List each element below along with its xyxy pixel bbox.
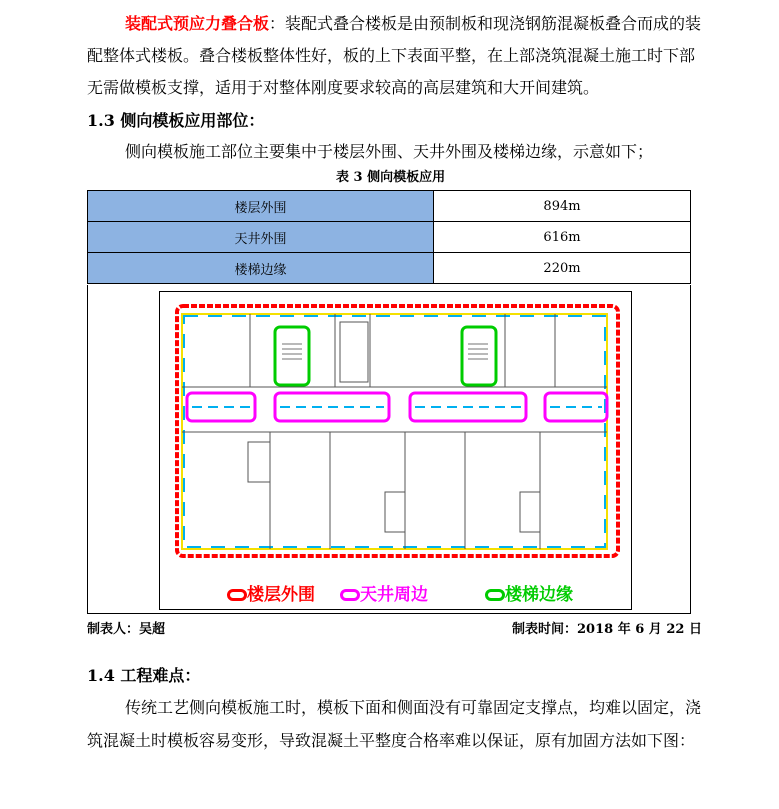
section-14-line-2: 筑混凝土时模板容易变形，导致混凝土平整度合格率难以保证，原有加固方法如下图： (87, 731, 696, 750)
legend-item-stair-edge: 楼梯边缘 (485, 580, 573, 605)
intro-term: 装配式预应力叠合板 (125, 14, 270, 33)
interior-walls (182, 314, 607, 549)
usage-table (87, 190, 691, 284)
intro-line-3: 无需做模板支撑，适用于对整体刚度要求较高的高层建筑和大开间建筑。 (87, 78, 600, 97)
stairs (282, 344, 488, 359)
table-row (88, 222, 691, 253)
stair-edge-marker (462, 327, 496, 385)
section-14-line-1: 传统工艺侧向模板施工时，模板下面和侧面没有可靠固定支撑点，均难以固定，浇 (125, 698, 702, 717)
legend-item-floor-perimeter: 楼层外围 (227, 580, 315, 605)
floor-perimeter-marker (177, 306, 618, 556)
stair-edge-marker (275, 327, 309, 385)
row-label: 楼层外围 (88, 191, 434, 222)
table-row (88, 191, 691, 222)
floor-plan-figure (159, 291, 632, 610)
row-value: 616m (434, 222, 691, 253)
row-value: 894m (434, 191, 691, 222)
table-row (88, 253, 691, 284)
row-label: 楼梯边缘 (88, 253, 434, 284)
row-label: 天井外围 (88, 222, 434, 253)
legend-swatch-icon (227, 589, 247, 601)
table-date: 制表时间：2018 年 6 月 22 日 (512, 622, 702, 637)
floor-plan-drawing (160, 292, 631, 609)
legend-item-atrium: 天井周边 (340, 580, 428, 605)
legend-swatch-icon (485, 589, 505, 601)
row-value: 220m (434, 253, 691, 284)
intro-line-1: 装配式预应力叠合板：装配式叠合楼板是由预制板和现浇钢筋混凝板叠合而成的装 (125, 14, 702, 33)
section-13-heading: 1.3 侧向模板应用部位： (87, 111, 265, 130)
section-14-heading: 1.4 工程难点： (87, 666, 201, 685)
table-author: 制表人：吴超 (87, 622, 166, 637)
legend-swatch-icon (340, 589, 360, 601)
table-caption: 表 3 侧向模板应用 (336, 170, 446, 185)
intro-line-2: 配整体式楼板。叠合楼板整体性好，板的上下表面平整，在上部浇筑混凝土施工时下部 (87, 46, 696, 65)
section-13-text: 侧向模板施工部位主要集中于楼层外围、天井外围及楼梯边缘，示意如下； (125, 142, 654, 161)
